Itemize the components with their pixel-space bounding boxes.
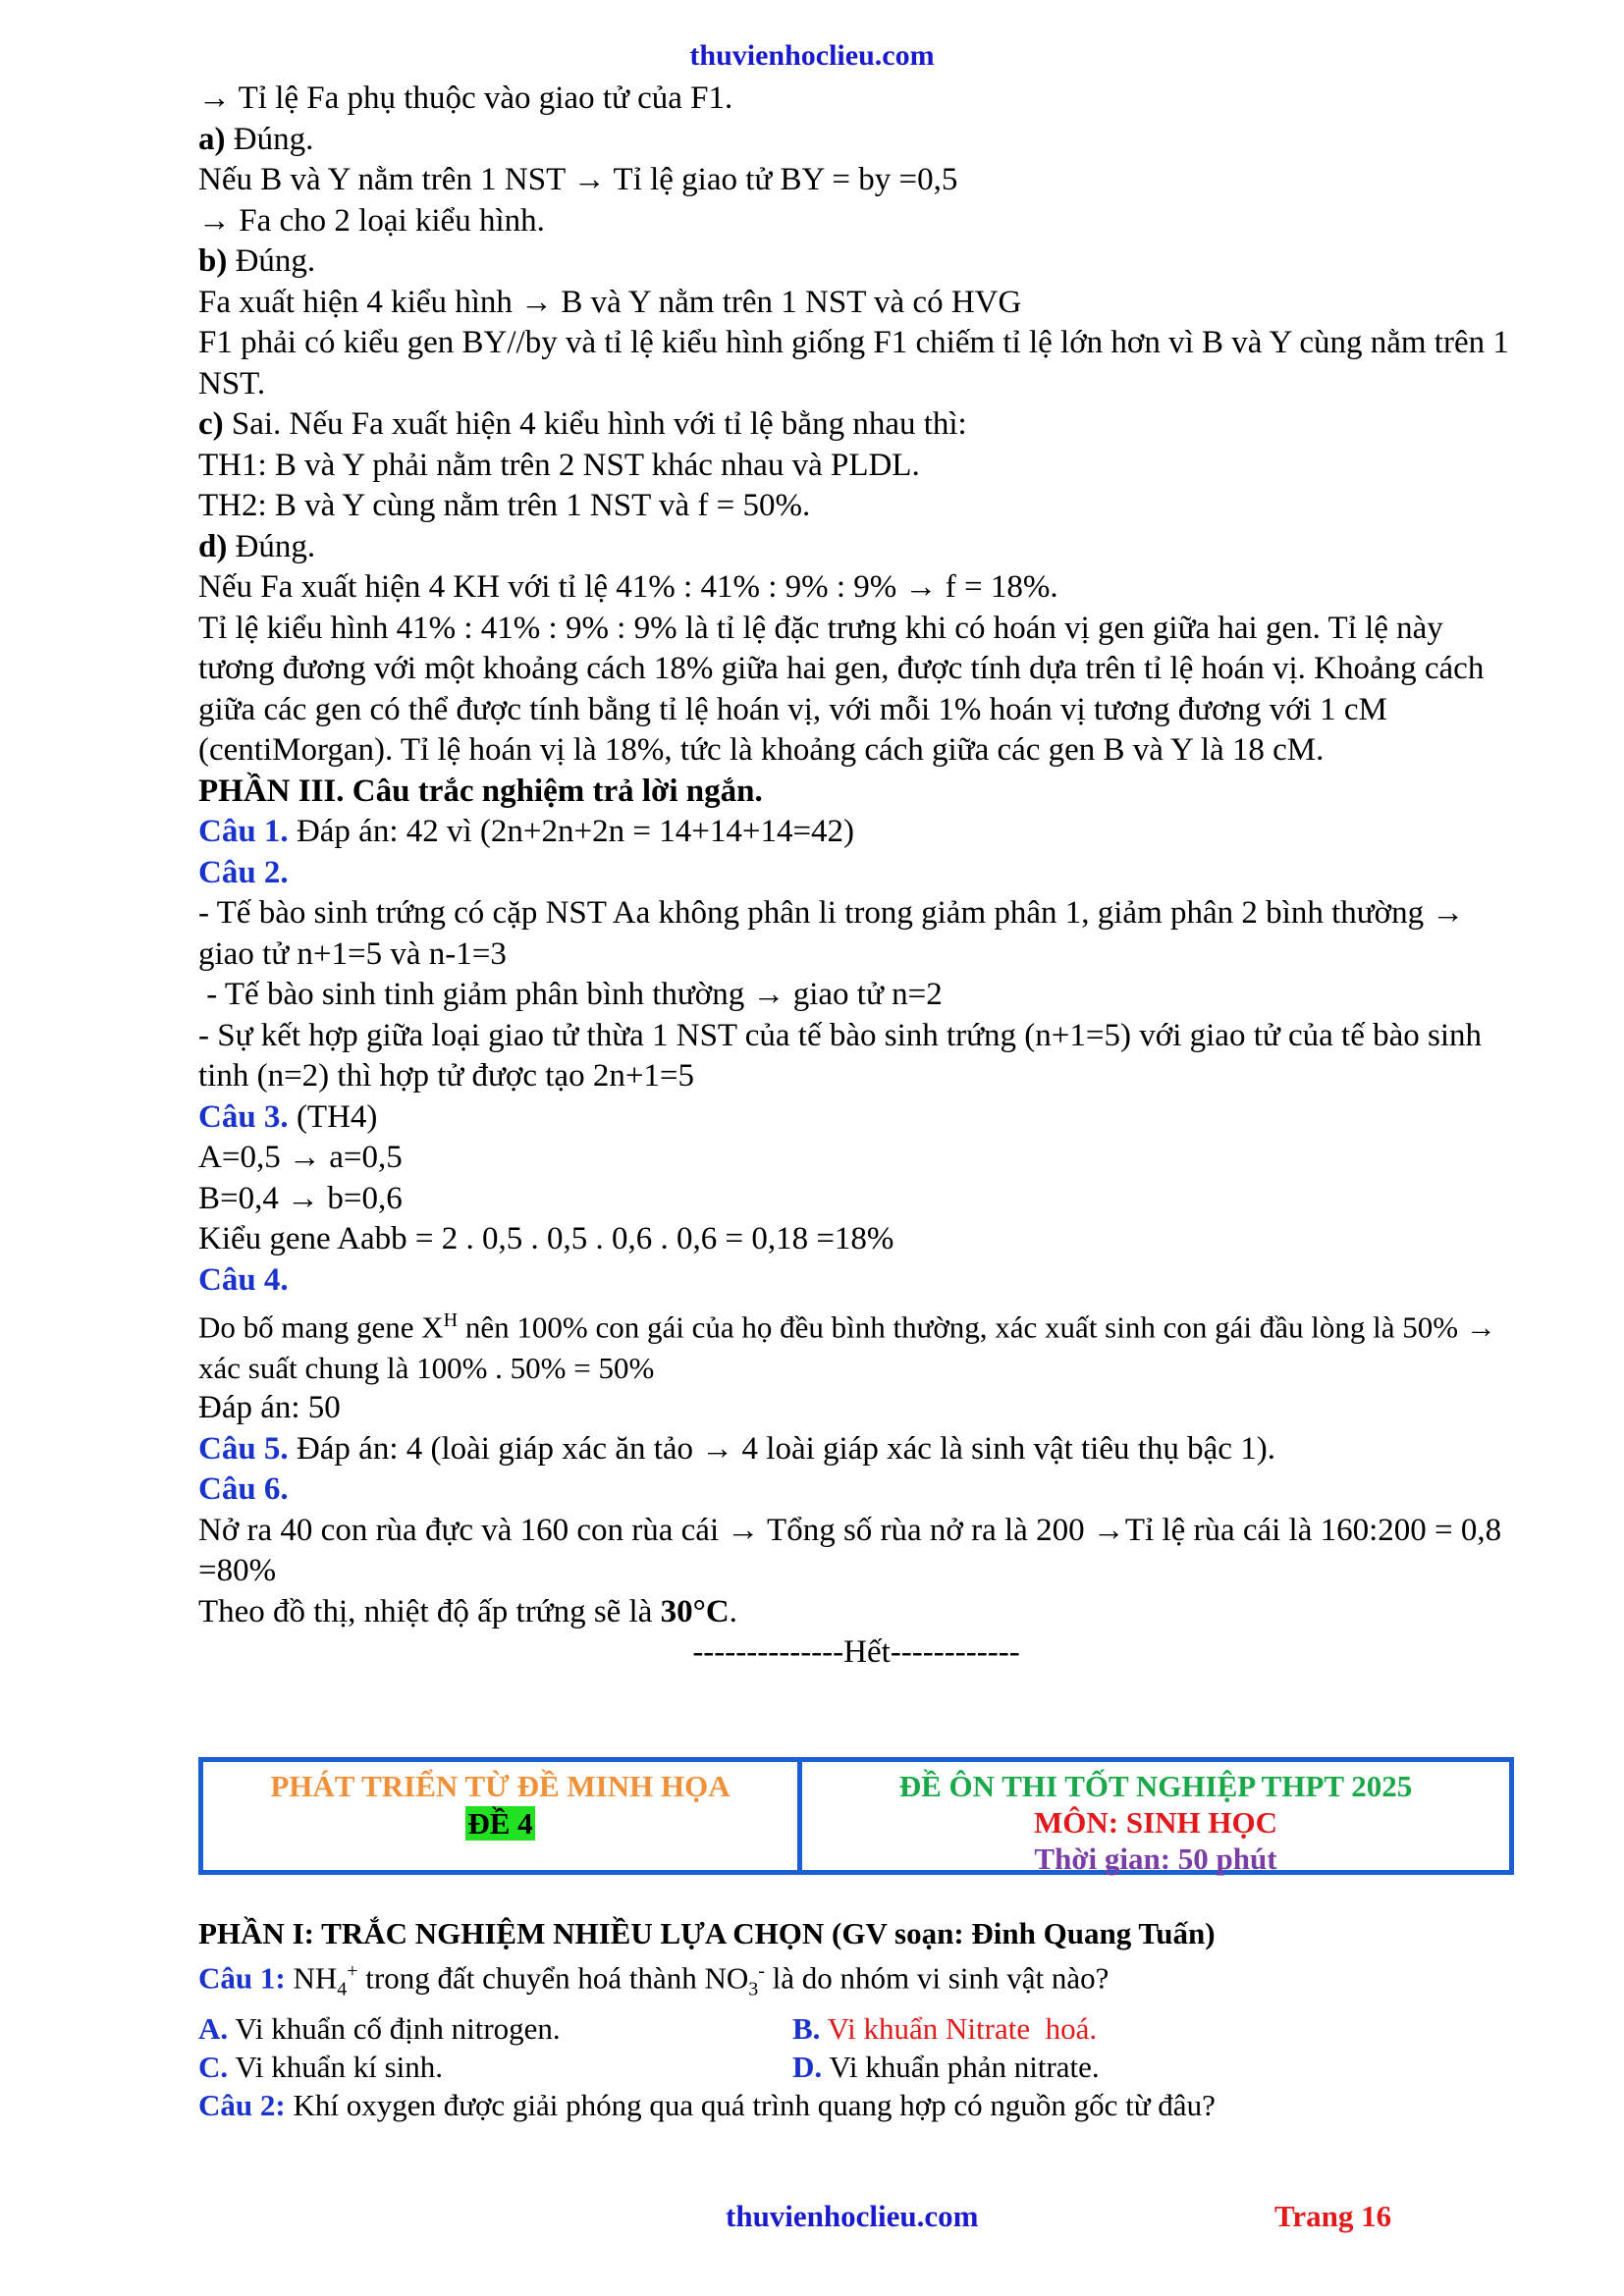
answer-b-label: b) xyxy=(198,243,228,279)
question-2 xyxy=(198,2086,1514,2124)
line: Đáp án: 50 xyxy=(198,1390,341,1426)
option-a[interactable] xyxy=(198,2009,792,2048)
answer-b xyxy=(198,241,1514,283)
exam-title: ĐỀ ÔN THI TỐT NGHIỆP THPT 2025 xyxy=(898,1769,1413,1803)
option-label: A. xyxy=(198,2010,229,2046)
option-text: Vi khuẩn kí sinh. xyxy=(228,2049,444,2084)
line: Kiểu gene Aabb = 2 . 0,5 . 0,5 . 0,6 . 0,6 = 0,18 =18% xyxy=(198,1221,894,1256)
answer-a-label: a) xyxy=(198,121,226,157)
question-5 xyxy=(198,1429,1514,1470)
part1-section xyxy=(198,1914,1514,2124)
line: → Fa cho 2 loại kiểu hình. xyxy=(198,202,545,239)
text-span: Do bố mang gene X xyxy=(198,1309,444,1345)
question-5-text: Đáp án: 4 (loài giáp xác ăn tảo → 4 loài giáp xác là sinh vật tiêu thụ bậc 1). xyxy=(288,1430,1275,1467)
line: Tỉ lệ kiểu hình 41% : 41% : 9% : 9% là tỉ lệ đặc trưng khi có hoán vị gen giữa hai gen. Tỉ lệ này tương đương với một khoảng cách 18% giữa hai gen, được tính dựa trên tỉ lệ hoán vị. Khoảng cách giữa các gen có thể được tính bằng tỉ lệ hoán vị, với mỗi 1% hoán vị tương đương với 1 cM (centiMorgan). Tỉ lệ hoán vị là 18%, tức là khoảng cách giữa các gen B và Y là 18 cM. xyxy=(198,610,1485,768)
question-2-label: Câu 2: xyxy=(198,2087,286,2122)
line: A=0,5 → a=0,5 xyxy=(198,1140,403,1175)
line: Nếu B và Y nằm trên 1 NST → Tỉ lệ giao tử BY = by =0,5 xyxy=(198,162,958,197)
option-label: D. xyxy=(792,2049,823,2084)
subscript: 3 xyxy=(748,1978,759,2001)
exam-header-box xyxy=(198,1757,1514,1875)
line: TH2: B và Y cùng nằm trên 1 NST và f = 50%. xyxy=(198,488,811,523)
line: Nở ra 40 con rùa đực và 160 con rùa cái → Tổng số rùa nở ra là 200 →Tỉ lệ rùa cái là 160:200 = 0,8 =80% xyxy=(198,1512,1502,1589)
question-1-text: Đáp án: 42 vì (2n+2n+2n = 14+14+14=42) xyxy=(288,814,855,849)
question-4-text xyxy=(198,1301,1514,1388)
exam-time: Thời gian: 50 phút xyxy=(1034,1842,1277,1876)
option-text: Vi khuẩn phản nitrate. xyxy=(822,2049,1100,2084)
answer-c-label: c) xyxy=(198,406,224,442)
exam-number: ĐỀ 4 xyxy=(467,1806,533,1841)
exam-subject: MÔN: SINH HỌC xyxy=(1034,1805,1277,1840)
line: Nếu Fa xuất hiện 4 KH với tỉ lệ 41% : 41% : 9% : 9% → f = 18%. xyxy=(198,569,1058,605)
question-1-label: Câu 1: xyxy=(198,1960,286,1996)
page-number: Trang 16 xyxy=(1274,2199,1392,2233)
line: → Tỉ lệ Fa phụ thuộc vào giao tử của F1. xyxy=(198,80,733,116)
options-row xyxy=(198,2048,1514,2086)
question-3-text: (TH4) xyxy=(288,1098,378,1135)
line: Fa xuất hiện 4 kiểu hình → B và Y nằm trên 1 NST và có HVG xyxy=(198,284,1022,320)
question-2-label: Câu 2. xyxy=(198,854,289,890)
line: B=0,4 → b=0,6 xyxy=(198,1180,403,1216)
option-label: B. xyxy=(792,2010,821,2046)
question-1 xyxy=(198,1952,1514,2009)
line: - Tế bào sinh trứng có cặp NST Aa không phân li trong giảm phân 1, giảm phân 2 bình thường → giao tử n+1=5 và n-1=3 xyxy=(198,895,1465,972)
question-1-label: Câu 1. xyxy=(198,814,289,849)
question-4-label: Câu 4. xyxy=(198,1261,289,1298)
line: - Tế bào sinh tinh giảm phân bình thường → giao tử n=2 xyxy=(198,977,943,1012)
part1-title: PHẦN I: TRẮC NGHIỆM NHIỀU LỰA CHỌN (GV soạn: Đinh Quang Tuấn) xyxy=(198,1916,1216,1950)
option-d[interactable] xyxy=(792,2048,1100,2086)
question-5-label: Câu 5. xyxy=(198,1430,289,1467)
exam-header-left xyxy=(203,1762,802,1870)
answer-d-text: Đúng. xyxy=(227,528,316,564)
superscript: H xyxy=(443,1309,459,1331)
text-span: NH xyxy=(285,1960,338,1996)
question-3-label: Câu 3. xyxy=(198,1098,289,1135)
subscript: 4 xyxy=(337,1978,348,2001)
options-row xyxy=(198,2009,1514,2048)
answer-d xyxy=(198,527,1514,568)
question-3 xyxy=(198,1097,1514,1139)
answer-content xyxy=(198,79,1514,1674)
part3-title: PHẦN III. Câu trắc nghiệm trả lời ngắn. xyxy=(198,773,763,809)
answer-a-text: Đúng. xyxy=(225,121,314,157)
header-site: thuvienhoclieu.com xyxy=(689,39,935,72)
superscript: - xyxy=(758,1960,765,1982)
answer-a xyxy=(198,120,1514,161)
option-label: C. xyxy=(198,2049,229,2084)
question-1 xyxy=(198,812,1514,853)
text-span: Theo đồ thị, nhiệt độ ấp trứng sẽ là xyxy=(198,1593,661,1629)
line: TH1: B và Y phải nằm trên 2 NST khác nhau và PLDL. xyxy=(198,447,920,483)
exam-origin: PHÁT TRIỂN TỪ ĐỀ MINH HỌA xyxy=(270,1769,731,1803)
line xyxy=(198,1592,1514,1633)
exam-header-right xyxy=(802,1762,1509,1876)
answer-c-text: Sai. Nếu Fa xuất hiện 4 kiểu hình với tỉ lệ bằng nhau thì: xyxy=(223,406,967,442)
footer-site: thuvienhoclieu.com xyxy=(726,2199,979,2233)
temperature-value: 30°C xyxy=(660,1593,730,1629)
superscript: + xyxy=(347,1960,358,1982)
option-text: Vi khuẩn Nitrate hoá. xyxy=(820,2010,1098,2046)
answer-d-label: d) xyxy=(198,528,228,564)
answer-b-text: Đúng. xyxy=(227,243,316,279)
line: - Sự kết hợp giữa loại giao tử thừa 1 NST của tế bào sinh trứng (n+1=5) với giao tử của tế bào sinh tinh (n=2) thì hợp tử được tạo 2n+1=5 xyxy=(198,1017,1483,1094)
text-span: là do nhóm vi sinh vật nào? xyxy=(764,1960,1110,1996)
end-marker: --------------Hết------------ xyxy=(692,1634,1020,1671)
line: F1 phải có kiểu gen BY//by và tỉ lệ kiểu hình giống F1 chiếm tỉ lệ lớn hơn vì B và Y cùng nằm trên 1 NST. xyxy=(198,325,1509,401)
option-text: Vi khuẩn cố định nitrogen. xyxy=(228,2010,561,2046)
text-span: . xyxy=(729,1593,737,1629)
question-2-text: Khí oxygen được giải phóng qua quá trình quang hợp có nguồn gốc từ đâu? xyxy=(285,2087,1216,2122)
answer-c xyxy=(198,404,1514,446)
text-span: trong đất chuyển hoá thành NO xyxy=(357,1960,749,1996)
option-c[interactable] xyxy=(198,2048,792,2086)
text-span: nên 100% con gái của họ đều bình thường, xác xuất sinh con gái đầu lòng là 50% → xác suất chung là 100% . 50% = 50% xyxy=(198,1309,1496,1385)
question-6-label: Câu 6. xyxy=(198,1471,289,1508)
option-b[interactable] xyxy=(792,2009,1097,2048)
